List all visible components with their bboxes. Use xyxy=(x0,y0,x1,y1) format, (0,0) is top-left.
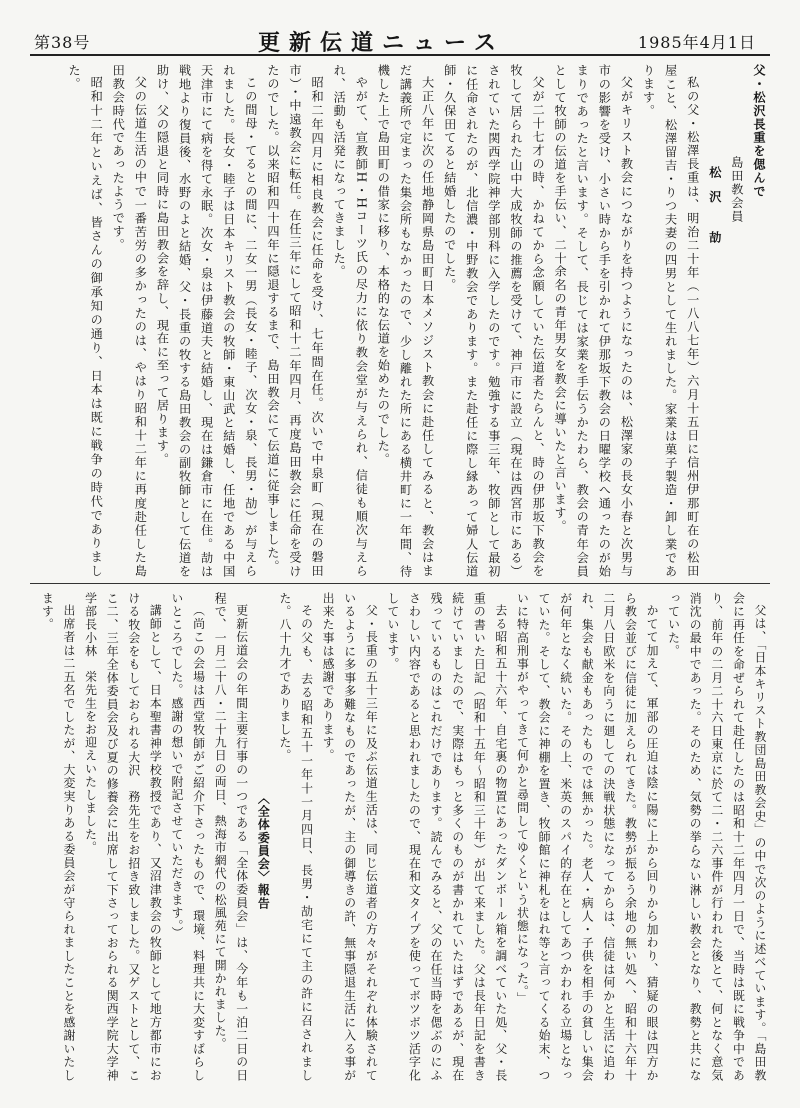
tier-divider xyxy=(30,583,770,584)
report-paragraph: 更新伝道会の年間主要行事の一つである「全体委員会」は、今年も一泊二日の日程で、一月二十八・二十九日の両日、熱海市網代の松風苑にて開かれました。 xyxy=(213,592,249,1082)
report-paragraph: 講師として、日本聖書神学校教授であり、又沼津教会の牧師として地方都市における牧会をもしておられる大沢 務先生をお招き致しました。又ゲストとして、ここ二、三年全体委員会及び夏の修養会に出席して下さっておられる関西学院大学神学部長小林 栄先生をお迎えいたしました。 xyxy=(83,592,163,1082)
article-paragraph: 父がキリスト教会につながりを持つようになったのは、松澤家の長女小春と次男与市の影響を受け、小さい時から手を引かれて伊那坂下教会の日曜学校へ通ったのが始まりであったと言います。そして、長じては家業を手伝うかたわら、教会の青年会員として牧師の伝道を手伝い、二十余名の青年男女を教会に導いたと言います。 xyxy=(553,64,634,578)
page-header xyxy=(0,0,800,60)
header-rule xyxy=(30,54,770,56)
article-paragraph: 昭和十二年といえば、皆さんの御承知の通り、日本は既に戦争の時代でありました。 xyxy=(67,64,104,578)
article-paragraph: 父が二十七才の時、かねてから念願していた伝道者たらんと、時の伊那坂下教会を牧して居られた山中大成牧師の推薦を受けて、神戸市に設立（現在は西宮市にある）されていた関西学院神学部別科に入学したのです。勉強する事三年、牧師として最初に任命されたのが、北信濃・中野教会であります。また赴任に際し縁あって婦人伝道師・久保田てると結婚したのでした。 xyxy=(442,64,546,578)
article-paragraph: 昭和二年四月に相良教会に任命を受け、七年間在任。次いで中泉町（現在の磐田市）・中遠教会に転任。在任三年にして昭和十二年四月、再度島田教会に任命を受けたのでした。以来昭和四十四年に隠退するまで、島田教会にて伝道に従事しました。 xyxy=(265,64,325,578)
article-paragraph: 父は、「日本キリスト教団島田教会史」の中で次のように述べています。「島田教会に再任を命ぜられて赴任したのは昭和十二年四月一日で、当時は既に戦争中であり、前年の二月二十六日東京に於て二・二六事件が行われた後とて、何となく意気消沈の最中であった。そのため、気勢の挙らない淋しい教会となり、教勢と共になっていた。 xyxy=(666,592,767,1082)
article-byline xyxy=(704,64,748,578)
article-paragraph: 去る昭和五十六年、自宅裏の物置にあったダンボール箱を調べていた処、父・長重の書いた日記（昭和十五年〜昭和三十年）が出て来ました。父は長年日記を書き続けていましたので、実際はもっと多くのものが書かれていたはずであるが、現在残っているものはこれだけであります。読んでみると、父の在任当時を偲ぶのにふさわしい内容であると思われましたので、現在和文タイプを使ってボツボツ活字化しています。 xyxy=(385,592,508,1082)
article-lower-tier xyxy=(32,592,770,1082)
article-paragraph: やがて、宣教師H・Hコーツ氏の尽力に依り教会堂が与えられ、信徒も順次与えられ、活動も活発になってきました。 xyxy=(332,64,369,578)
article-paragraph: この間母・てるとの間に、二女一男（長女・睦子、次女・泉、長男・劼）が与えられました。長女・睦子は日本キリスト教会の牧師・東山武と結婚し、任地である中国天津市にて病を得て永眠。次女・泉は伊藤道夫と結婚し、現在は鎌倉市に在住。劼は戦地より復員後、水野のよと結婚、父・長重の牧する島田教会の副牧師として伝道を助け、父の隠退と同時に島田教会を辞し、現在に至って居ります。 xyxy=(155,64,258,578)
article-paragraph: 父の伝道生活の中で一番苦労の多かったのは、やはり昭和十二年に再度赴任した島田教会時代であったようです。 xyxy=(111,64,148,578)
article-paragraph: 父・長重の五十三年に及ぶ伝道生活は、同じ伝道者の方々がそれぞれ体験されているように多事多難なものであったが、主の御導きの許、無事隠退生活に入る事が出来た事は感謝であります。 xyxy=(321,592,379,1082)
author-church: 島田教会員 xyxy=(729,156,744,223)
article-paragraph: その父も、去る昭和五十一年十一月四日、長男・劼宅にて主の許に召されました。八十九才でありました。 xyxy=(277,592,314,1082)
article-upper-tier xyxy=(32,64,770,578)
issue-date: 1985年4月1日 xyxy=(637,33,756,52)
article-paragraph: 大正八年に次の任地静岡県島田町日本メソジスト教会に赴任してみると、教会はまだ講義所で定まった集会所もなかったので、少し離れた所にある横井町に一年間、待機した上で島田町の借家に移り、本格的な伝道を始めたのでした。 xyxy=(376,64,435,578)
report-paragraph: 出席者は二五名でしたが、大変実りある委員会が守られましたことを感謝いたします。 xyxy=(40,592,76,1082)
article-paragraph: 私の父・松澤長重は、明治二十年（一八八七年）六月十五日に信州伊那町在の松田屋こと、松澤留吉・りつ夫妻の四男として生れました。家業は菓子製造・卸し業であります。 xyxy=(641,64,700,578)
issue-number: 第38号 xyxy=(34,33,91,52)
report-heading: 〈全体委員会〉報告 xyxy=(256,792,271,910)
article-paragraph: かてて加えて、軍部の圧迫は陰に陽に上から回りから加わり、猜疑の眼は四方から教会並びに信徒に加えられてきた。教勢が振るう余地の無い処へ、昭和十六年十二月八日欧米を向うに廻しての決戦状態になってからは、信徒は何かと生活に追われ、集会も献金もあったものでは無かった。老人・病人・子供を相手の貧しい集会が何年となく続いた。その上、米英のスパイ的存在としてあつかわれる立場となっていた。そして、教会に神棚を置き、牧師館に神札をはれ等と言ってくる始末、ついに特高刑事がやってきて何かと尋問してゆくという状態になった。」 xyxy=(515,592,660,1082)
report-paragraph: （尚この会場は西堂牧師がご紹介下さったもので、環境、料理共に大変すばらしいところでした。感謝の想いで附記させていただきます。） xyxy=(169,592,206,1082)
newsletter-title: 更新伝道ニュース xyxy=(258,31,505,56)
article-title: 父・松沢長重を偲んで xyxy=(752,64,766,198)
author-name: 松沢 劼 xyxy=(707,166,722,255)
